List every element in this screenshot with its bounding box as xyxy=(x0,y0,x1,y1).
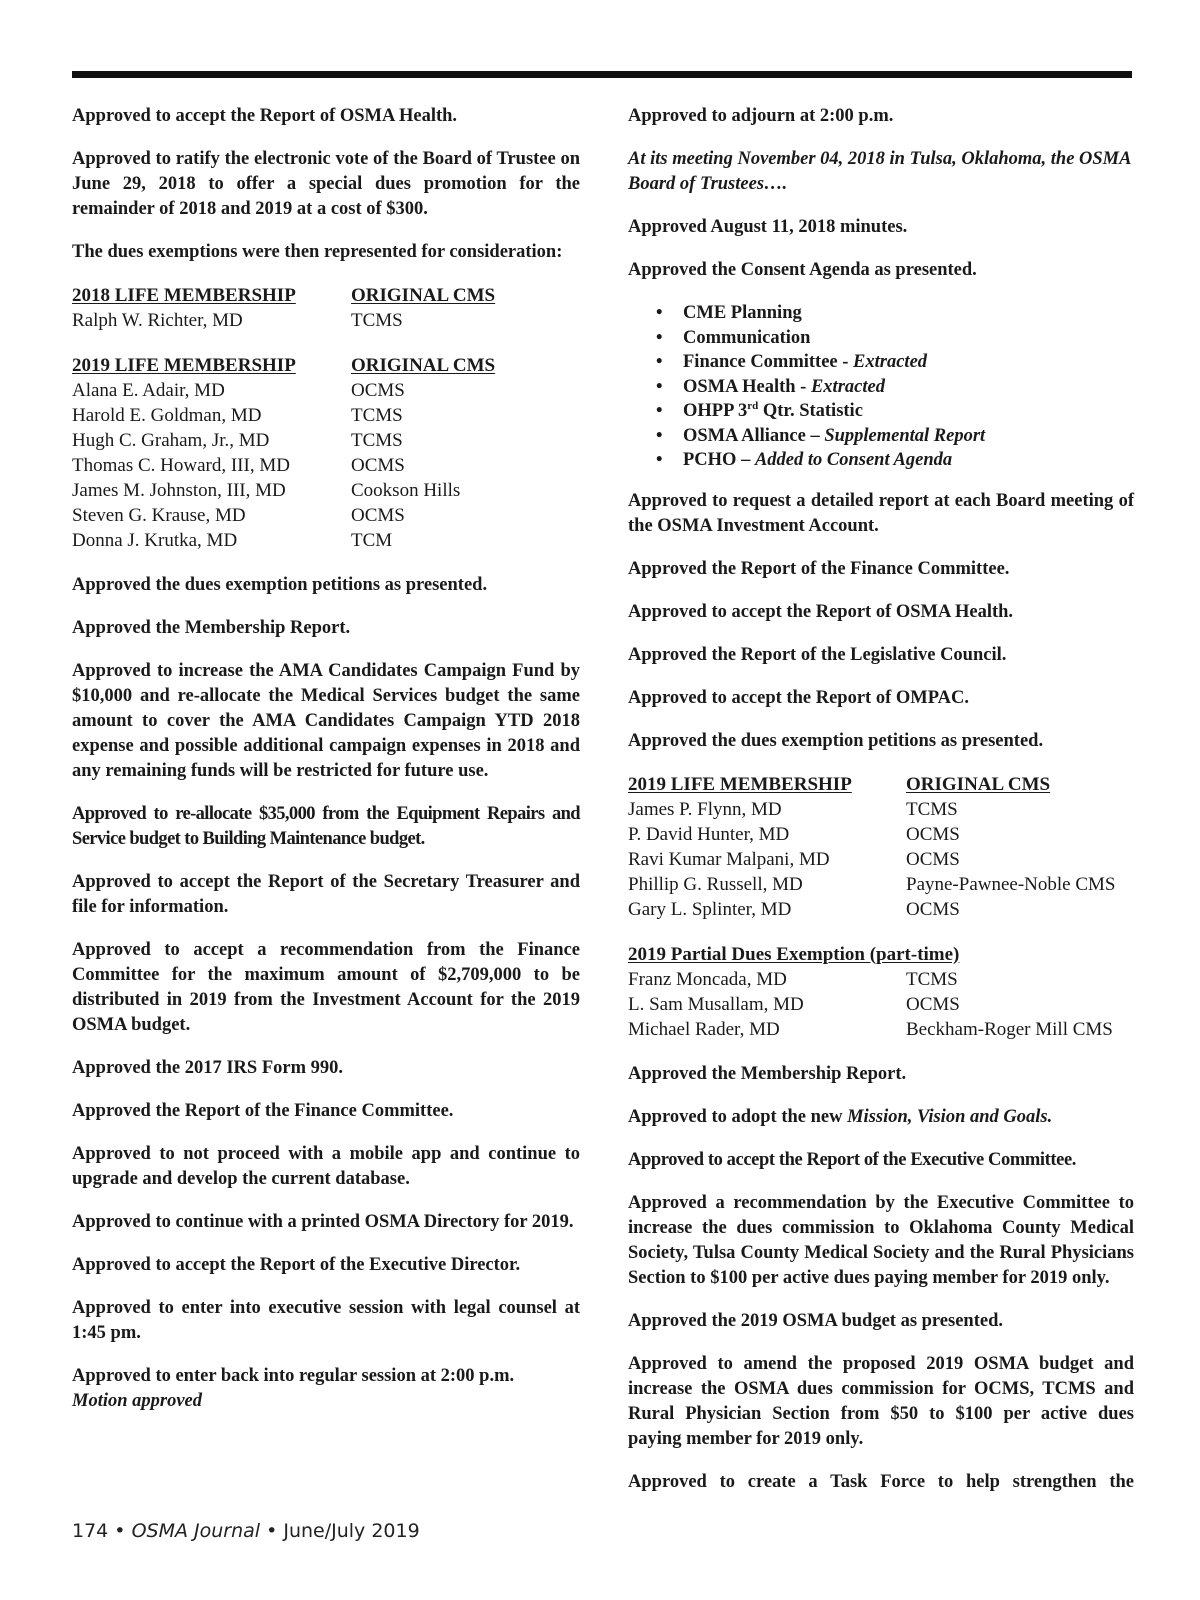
member-name: James P. Flynn, MD xyxy=(628,798,782,820)
paragraph: Approved the 2019 OSMA budget as presented. xyxy=(628,1310,1004,1331)
life-membership-2018-table xyxy=(72,283,580,333)
list-item xyxy=(683,326,1134,351)
list-item xyxy=(683,399,1134,424)
agenda-label: Finance Committee - xyxy=(683,352,854,372)
table-row xyxy=(628,872,1134,897)
member-cms: OCMS xyxy=(351,455,405,476)
member-name: Phillip G. Russell, MD xyxy=(628,873,803,895)
table-row xyxy=(628,822,1134,847)
member-name: P. David Hunter, MD xyxy=(628,823,790,845)
list-item xyxy=(683,350,1134,375)
agenda-label: PCHO – xyxy=(683,450,755,470)
table-row xyxy=(72,503,580,528)
paragraph: Approved to accept the Report of the Executive Director. xyxy=(72,1255,521,1275)
table-row xyxy=(628,847,1134,872)
table-header xyxy=(628,772,1134,797)
member-name: Donna J. Krutka, MD xyxy=(72,530,238,551)
member-cms: TCMS xyxy=(906,798,958,820)
paragraph: Approved to create a Task Force to help strengthen the xyxy=(628,1471,1134,1492)
agenda-label: CME Planning xyxy=(683,303,802,323)
life-membership-2019-table xyxy=(72,353,580,553)
paragraph: Approved to adjourn at 2:00 p.m. xyxy=(628,106,894,126)
agenda-note: Added to Consent Agenda xyxy=(754,450,953,470)
table-row xyxy=(72,478,580,503)
paragraph: Approved to amend the proposed 2019 OSMA budget and increase the OSMA dues commission for OCMS, TCMS and Rural Physician Section from $50 to $100 per active dues paying member for 2019 only. xyxy=(628,1353,1134,1449)
list-item xyxy=(683,301,1134,326)
header-rule xyxy=(72,71,1132,78)
paragraph: Approved the Report of the Legislative Council. xyxy=(628,644,1007,665)
table-header xyxy=(72,353,580,378)
agenda-note: Supplemental Report xyxy=(824,425,986,446)
partial-dues-exemption-table xyxy=(628,942,1134,1042)
paragraph: Approved August 11, 2018 minutes. xyxy=(628,217,908,237)
table-row xyxy=(72,428,580,453)
page-number: 174 • xyxy=(72,1520,132,1542)
agenda-label: OHPP 3 xyxy=(683,401,748,421)
member-name: L. Sam Musallam, MD xyxy=(628,993,804,1015)
member-cms: OCMS xyxy=(906,848,960,870)
member-name: Michael Rader, MD xyxy=(628,1018,780,1040)
paragraph: Approved to accept the Report of OSMA Health. xyxy=(628,601,1014,622)
member-cms: Payne-Pawnee-Noble CMS xyxy=(906,873,1116,895)
paragraph: Approved to not proceed with a mobile app and continue to upgrade and develop the current database. xyxy=(72,1144,580,1189)
meeting-intro: At its meeting November 04, 2018 in Tulsa, Oklahoma, the OSMA Board of Trustees…. xyxy=(628,149,1131,194)
agenda-label: Communication xyxy=(683,327,811,348)
member-name: Thomas C. Howard, III, MD xyxy=(72,455,290,476)
table-row xyxy=(72,403,580,428)
paragraph: Approved to re-allocate $35,000 from the Equipment Repairs and Service budget to Building Maintenance budget. xyxy=(72,804,580,849)
member-cms: OCMS xyxy=(351,380,405,401)
life-membership-2019-table xyxy=(628,772,1134,922)
paragraph: Approved the Report of the Finance Committee. xyxy=(72,1101,454,1121)
member-cms: OCMS xyxy=(351,505,405,526)
member-name: Ralph W. Richter, MD xyxy=(72,310,243,331)
paragraph: Approved to accept the Report of the Secretary Treasurer and file for information. xyxy=(72,872,580,917)
member-name: Alana E. Adair, MD xyxy=(72,380,225,401)
paragraph: Approved to accept the Report of OMPAC. xyxy=(628,687,969,708)
member-name: Gary L. Splinter, MD xyxy=(628,898,792,920)
issue-date: • June/July 2019 xyxy=(260,1520,420,1542)
member-cms: OCMS xyxy=(906,823,960,845)
ordinal-suffix: rd xyxy=(747,399,759,412)
paragraph: Approved the Membership Report. xyxy=(72,618,351,638)
paragraph: Approved to increase the AMA Candidates Campaign Fund by $10,000 and re-allocate the Medical Services budget the same amount to cover the AMA Candidates Campaign YTD 2018 expense and possible additional campaign expenses in 2018 and any remaining funds will be restricted for future use. xyxy=(72,661,580,781)
table-header xyxy=(628,942,1134,967)
paragraph: The dues exemptions were then represented for consideration: xyxy=(72,242,563,262)
paragraph: Approved the dues exemption petitions as presented. xyxy=(628,730,1044,751)
paragraph: Approved to continue with a printed OSMA Directory for 2019. xyxy=(72,1212,574,1232)
table-row xyxy=(628,897,1134,922)
table-row xyxy=(628,1017,1134,1042)
left-column xyxy=(72,104,580,1414)
member-cms: TCMS xyxy=(351,405,403,426)
agenda-label: OSMA Health - xyxy=(683,376,811,397)
paragraph: Approved to ratify the electronic vote of the Board of Trustee on June 29, 2018 to offer a special dues promotion for the remainder of 2018 and 2019 at a cost of $300. xyxy=(72,149,580,219)
member-cms: TCMS xyxy=(351,310,403,331)
member-name: Ravi Kumar Malpani, MD xyxy=(628,848,830,870)
consent-agenda-list xyxy=(628,301,1134,473)
journal-name: OSMA Journal xyxy=(131,1520,261,1542)
paragraph: Approved to accept the Report of the Executive Committee. xyxy=(628,1149,1076,1170)
member-cms: TCM xyxy=(351,530,393,551)
paragraph: Approved to accept a recommendation from the Finance Committee for the maximum amount of $2,709,000 to be distributed in 2019 from the Investment Account for the 2019 OSMA budget. xyxy=(72,940,580,1035)
member-name: James M. Johnston, III, MD xyxy=(72,480,286,501)
table-row xyxy=(72,528,580,553)
table-row xyxy=(628,992,1134,1017)
paragraph: Approved to enter into executive session with legal counsel at 1:45 pm. xyxy=(72,1298,580,1343)
paragraph: Approved a recommendation by the Executive Committee to increase the dues commission to Oklahoma County Medical Society, Tulsa County Medical Society and the Rural Physicians Section to $100 per active dues paying member for 2019 only. xyxy=(628,1192,1134,1288)
paragraph: Approved the 2017 IRS Form 990. xyxy=(72,1058,343,1078)
column-header: 2019 Partial Dues Exemption (part-time) xyxy=(628,943,960,965)
member-name: Harold E. Goldman, MD xyxy=(72,405,262,426)
list-item xyxy=(683,375,1134,400)
column-header: ORIGINAL CMS xyxy=(351,285,496,306)
paragraph: Approved the Membership Report. xyxy=(628,1063,907,1084)
column-header: 2018 LIFE MEMBERSHIP xyxy=(72,285,296,306)
right-column xyxy=(628,104,1134,1495)
column-header: ORIGINAL CMS xyxy=(906,773,1051,795)
member-name: Steven G. Krause, MD xyxy=(72,505,246,526)
table-row xyxy=(72,378,580,403)
column-header: 2019 LIFE MEMBERSHIP xyxy=(628,773,852,795)
list-item xyxy=(683,448,1134,473)
table-row xyxy=(72,453,580,478)
motion-note: Motion approved xyxy=(72,1391,203,1411)
paragraph xyxy=(72,1364,580,1414)
paragraph xyxy=(628,1105,1134,1130)
paragraph: Approved the Consent Agenda as presented. xyxy=(628,260,977,280)
agenda-note: Extracted xyxy=(810,376,885,397)
paragraph-text: Approved to adopt the new xyxy=(628,1106,848,1127)
agenda-note: Extracted xyxy=(853,352,928,372)
table-row xyxy=(72,308,580,333)
list-item xyxy=(683,424,1134,449)
member-cms: OCMS xyxy=(906,898,960,920)
paragraph: Approved to request a detailed report at each Board meeting of the OSMA Investment Account. xyxy=(628,490,1134,536)
paragraph: Approved to accept the Report of OSMA Health. xyxy=(72,106,458,126)
table-row xyxy=(628,797,1134,822)
emphasis-text: Mission, Vision and Goals. xyxy=(847,1106,1053,1127)
agenda-label: Qtr. Statistic xyxy=(758,401,863,421)
member-cms: Cookson Hills xyxy=(351,480,461,501)
paragraph: Approved the Report of the Finance Committee. xyxy=(628,558,1010,579)
column-header: ORIGINAL CMS xyxy=(351,355,496,376)
member-cms: TCMS xyxy=(906,968,958,990)
column-header: 2019 LIFE MEMBERSHIP xyxy=(72,355,296,376)
member-name: Hugh C. Graham, Jr., MD xyxy=(72,430,270,451)
member-cms: OCMS xyxy=(906,993,960,1015)
paragraph: Approved the dues exemption petitions as presented. xyxy=(72,575,488,595)
member-cms: TCMS xyxy=(351,430,403,451)
agenda-label: OSMA Alliance – xyxy=(683,425,825,446)
paragraph-text: Approved to enter back into regular session at 2:00 p.m. xyxy=(72,1366,515,1386)
table-row xyxy=(628,967,1134,992)
member-cms: Beckham-Roger Mill CMS xyxy=(906,1018,1113,1040)
page-footer xyxy=(72,1520,420,1542)
table-header xyxy=(72,283,580,308)
member-name: Franz Moncada, MD xyxy=(628,968,787,990)
